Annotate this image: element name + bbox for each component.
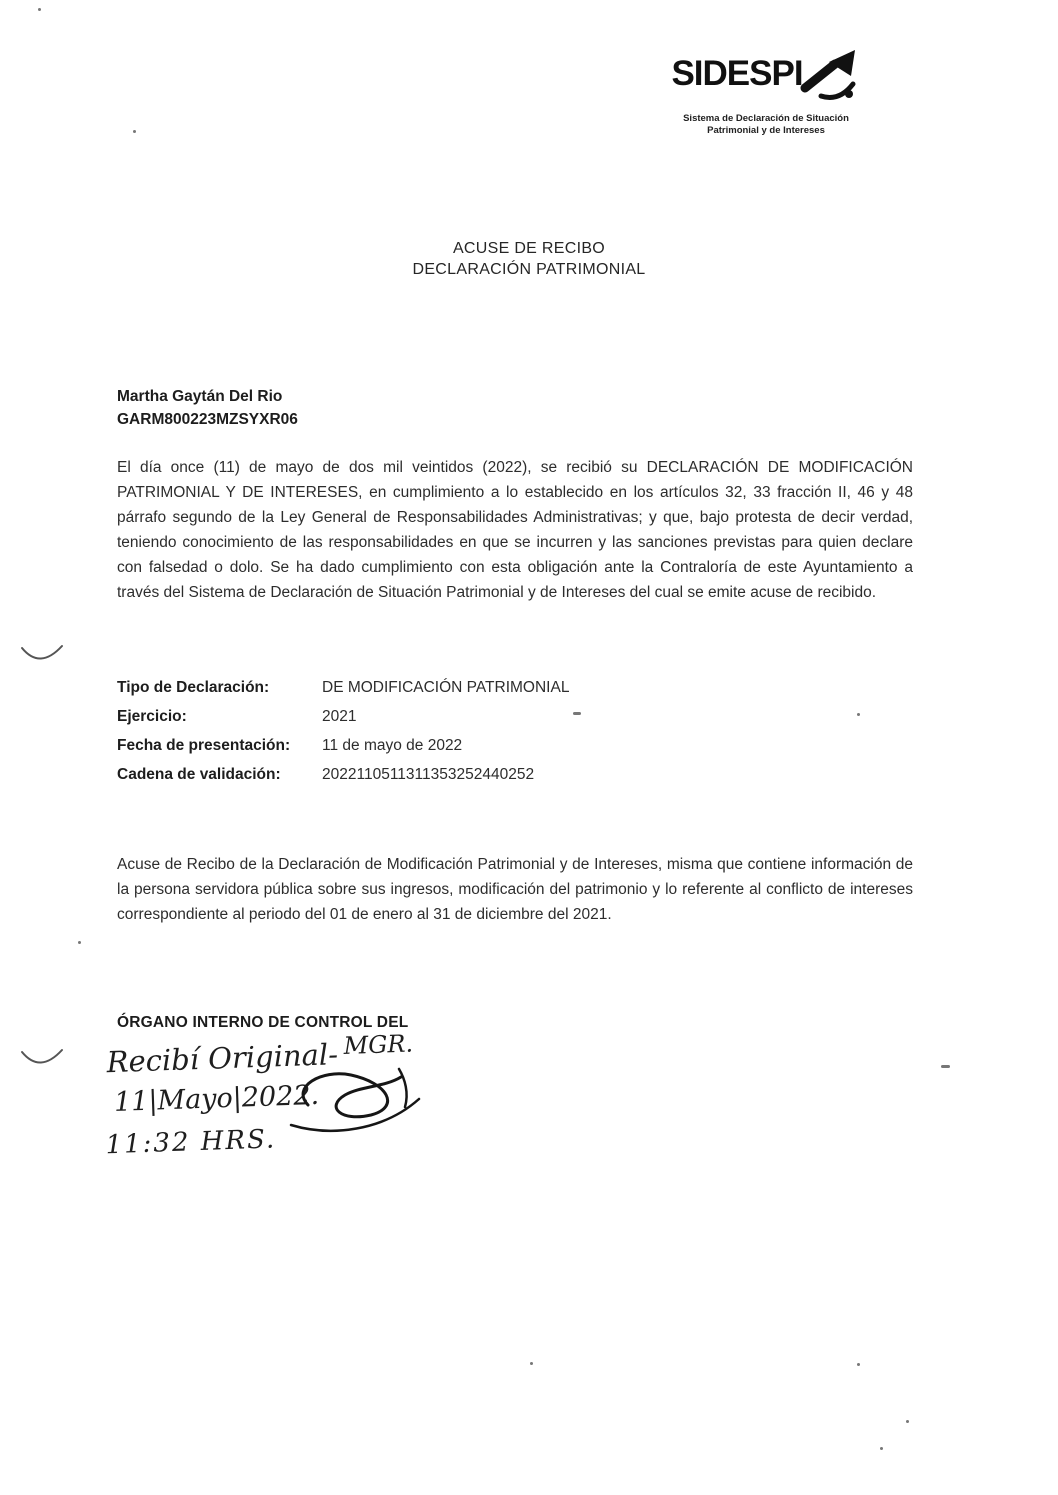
field-label: Fecha de presentación: bbox=[117, 737, 291, 754]
field-fecha-presentacion bbox=[117, 736, 913, 756]
document-title-line1: ACUSE DE RECIBO bbox=[452, 240, 606, 257]
sidespi-arrow-icon bbox=[799, 48, 861, 111]
scan-speck bbox=[133, 130, 136, 133]
field-value: 2022110511311353252440252 bbox=[322, 766, 535, 783]
field-label: Tipo de Declaración: bbox=[117, 679, 270, 696]
declaration-fields bbox=[117, 678, 913, 794]
scan-speck bbox=[78, 941, 81, 944]
scan-speck bbox=[38, 8, 41, 11]
field-value: DE MODIFICACIÓN PATRIMONIAL bbox=[322, 679, 570, 696]
scan-speck bbox=[530, 1362, 533, 1365]
pen-mark-left-2 bbox=[20, 1046, 64, 1079]
pen-mark-left-1 bbox=[20, 642, 64, 675]
sidespi-logo bbox=[646, 56, 886, 136]
sidespi-logo-text: SIDESPI bbox=[671, 54, 803, 93]
logo-tagline-line2: Patrimonial y de Intereses bbox=[707, 124, 825, 136]
logo-tagline-line1: Sistema de Declaración de Situación bbox=[683, 113, 849, 124]
field-value: 2021 bbox=[322, 708, 357, 725]
recipient-curp: GARM800223MZSYXR06 bbox=[117, 411, 298, 428]
scan-speck bbox=[857, 1363, 860, 1366]
scan-speck bbox=[573, 712, 581, 715]
field-value: 11 de mayo de 2022 bbox=[322, 737, 463, 754]
handwriting-received: Recibí Original- bbox=[106, 1037, 339, 1080]
field-ejercicio bbox=[117, 707, 913, 727]
org-heading: ÓRGANO INTERNO DE CONTROL DEL bbox=[117, 1014, 409, 1031]
summary-paragraph: Acuse de Recibo de la Declaración de Modificación Patrimonial y de Intereses, misma que contiene información de la persona servidora pública sobre sus ingresos, modificación del patrimonio y lo referente al conflicto de intereses correspondiente al periodo del 01 de enero al 31 de diciembre del 2021. bbox=[117, 856, 913, 923]
handwriting-date: 11|Mayo|2022. bbox=[113, 1079, 320, 1118]
handwriting-time: 11:32 HRS. bbox=[105, 1124, 277, 1161]
signature-scribble bbox=[283, 1057, 428, 1152]
document-title bbox=[0, 238, 1058, 280]
recipient-name: Martha Gaytán Del Rio bbox=[117, 388, 283, 405]
scan-speck bbox=[941, 1065, 950, 1068]
recipient-block bbox=[117, 385, 913, 431]
field-label: Cadena de validación: bbox=[117, 766, 281, 783]
scan-speck bbox=[857, 713, 860, 716]
field-tipo-declaracion bbox=[117, 678, 913, 698]
scan-speck bbox=[880, 1447, 883, 1450]
scan-speck bbox=[906, 1420, 909, 1423]
field-label: Ejercicio: bbox=[117, 708, 187, 725]
body-paragraph: El día once (11) de mayo de dos mil veintidos (2022), se recibió su DECLARACIÓN DE MODIFICACIÓN PATRIMONIAL Y DE INTERESES, en cumplimiento a lo establecido en los artículos 32, 33 fracción II, 46 y 48 párrafo segundo de la Ley General de Responsabilidades Administrativas; y que, bajo protesta de decir verdad, teniendo conocimiento de las responsabilidades en que se incurren y las sanciones previstas para quien declare con falsedad o dolo. Se ha dado cumplimiento con esta obligación ante la Contraloría de este Ayuntamiento a través del Sistema de Declaración de Situación Patrimonial y de Intereses del cual se emite acuse de recibido. bbox=[117, 459, 913, 601]
field-cadena-validacion bbox=[117, 765, 913, 785]
document-title-line2: DECLARACIÓN PATRIMONIAL bbox=[412, 261, 646, 278]
handwriting-initials: MGR. bbox=[343, 1029, 414, 1060]
